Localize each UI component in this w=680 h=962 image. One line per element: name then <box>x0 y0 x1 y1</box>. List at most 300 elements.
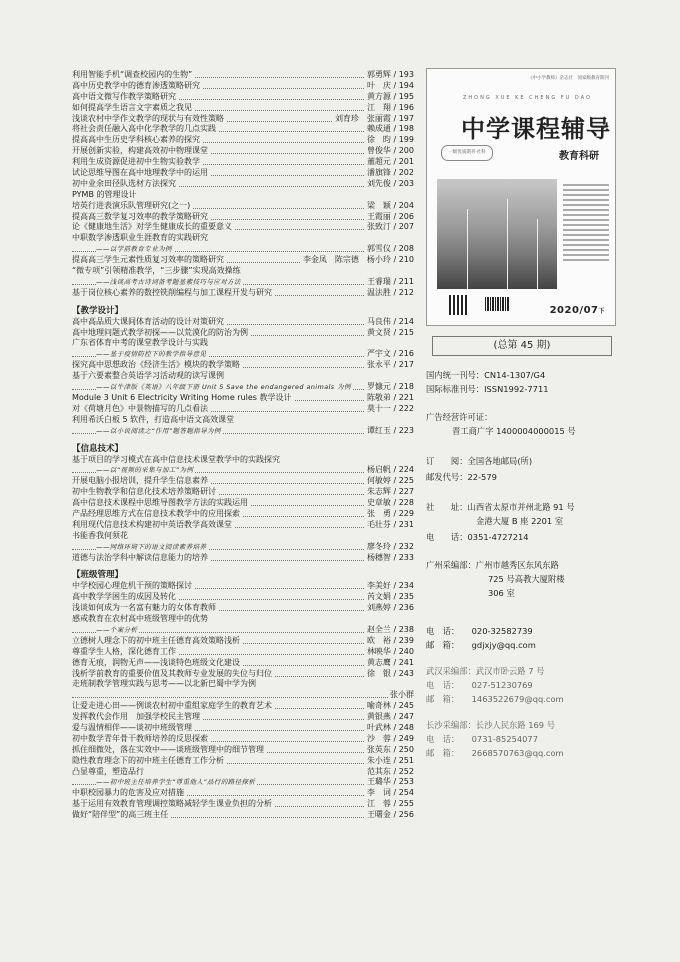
toc-entry-author: 梁 颖 <box>366 200 391 210</box>
journal-cover <box>426 68 616 326</box>
toc-entry-page: 250 <box>398 744 414 754</box>
toc-entry-author: 李美好 <box>366 581 391 591</box>
toc-entry-author-page: 王曙金 / 256 <box>366 810 414 820</box>
toc-entry-author: 江 翔 <box>366 102 391 112</box>
toc-entry-author-page: 王霞丽 / 206 <box>366 211 414 221</box>
toc-entry-title: 道德与法治学科中解读信息能力的培养 <box>72 552 208 562</box>
toc-entry-title: 高中高品质大课间体育活动的设计对策研究 <box>72 316 224 326</box>
toc-entry-author-page: 李美好 / 234 <box>366 581 414 591</box>
toc-entry-author-page: 王璐华 / 253 <box>366 777 414 787</box>
toc-entry <box>72 723 414 734</box>
toc-entry-author-page: 江 翔 / 196 <box>366 102 414 112</box>
toc-entry-author-page: 王睿瑞 / 211 <box>366 276 414 286</box>
toc-entry-page: 233 <box>398 552 414 562</box>
toc-entry-author-page: 毛壮芬 / 231 <box>366 519 414 529</box>
toc-entry-title: 隐性教育理念下的初中班主任德育工作分析 <box>72 755 224 765</box>
toc-entry-author: 曾俊华 <box>366 146 391 156</box>
toc-entry-title: 探究高中思想政治《经济生活》模块的教学策略 <box>72 360 240 370</box>
toc-entry-title: 高中历史教学中的德育渗透策略研究 <box>72 80 200 90</box>
section-heading: 【教学设计】 <box>72 305 124 316</box>
toc-entry <box>72 745 414 756</box>
toc-entry-page: 235 <box>398 592 414 602</box>
toc-entry <box>72 277 414 288</box>
toc-entry-page: 240 <box>398 646 414 656</box>
toc-entry-title: 中职校园暴力的危害及应对措施 <box>72 788 184 798</box>
cover-pinyin: ZHONG XUE KE CHENG FU DAO <box>463 95 592 101</box>
toc-entry <box>72 734 414 745</box>
toc-entry-page: 227 <box>398 487 414 497</box>
cover-date: 2020/07下 <box>549 305 605 316</box>
toc-entry <box>72 244 414 255</box>
toc-entry-author-page: 徐 昀 / 199 <box>366 135 414 145</box>
toc-entry <box>72 636 414 647</box>
toc-entry-title: 初中业余田径队选材方法探究 <box>72 178 176 188</box>
toc-entry-title: 浅析学前教育的重要价值及其教师专业发展的失位与归位 <box>72 668 272 678</box>
toc-entry-author: 张 勇 <box>366 508 391 518</box>
toc-entry-page: 236 <box>398 603 414 613</box>
toc-entry-page: 238 <box>398 624 414 634</box>
toc-entry-page: 210 <box>398 255 414 265</box>
toc-entry-page: 208 <box>398 244 414 254</box>
toc-entry-author: 刘燕婷 <box>366 603 391 613</box>
toc-entry-title: 抓住细微处，落在实效中——谈班级管理中的细节管理 <box>72 744 264 754</box>
toc-entry-title: “微专项”引领精准教学，“三步骤”实现高效操练 <box>72 266 241 276</box>
toc-entry <box>72 476 414 487</box>
toc-entry <box>72 520 414 531</box>
toc-entry <box>72 157 414 168</box>
toc-entry <box>72 625 414 636</box>
toc-entry-author-page: 郭雪仪 / 208 <box>366 244 414 254</box>
toc-entry <box>72 328 414 339</box>
toc-entry <box>72 669 414 680</box>
cover-side-text <box>563 181 609 285</box>
toc-entry-author-page: 叶武林 / 248 <box>366 722 414 732</box>
toc-entry-title: 浅谈农村中学作文教学的现状与有效性策略 <box>72 113 224 123</box>
toc-entry-title: 基于项目的学习模式在高中信息技术课堂教学中的实践探究 <box>72 454 280 464</box>
toc-entry-author: 廖冬玲 <box>366 541 391 551</box>
toc-entry-page: 224 <box>398 465 414 475</box>
toc-entry-author: 徐 银 <box>366 668 391 678</box>
toc-entry-title: 提高高三学生元素性质复习效率的策略研究 <box>72 255 224 265</box>
toc-entry <box>72 531 414 542</box>
toc-entry-page: 232 <box>398 541 414 551</box>
toc-entry <box>72 201 414 212</box>
toc-entry-title: 培英行进表演乐队管理研究(之一) <box>72 200 191 210</box>
toc-entry-author: 郭勇辉 <box>366 70 391 79</box>
toc-entry-author: 郭雪仪 <box>366 244 391 254</box>
toc-entry <box>72 788 414 799</box>
toc-entry-author-page: 严宇文 / 216 <box>366 349 414 359</box>
cover-edition: 教育科研 <box>559 151 599 162</box>
toc-entry-author-page: 杨启帆 / 224 <box>366 465 414 475</box>
toc-entry-page: 229 <box>398 508 414 518</box>
toc-entry-page: 203 <box>398 178 414 188</box>
toc-entry-title: 如何提高学生语言文字素质之我见 <box>72 102 192 112</box>
toc-entry <box>72 690 414 701</box>
toc-entry <box>72 415 414 426</box>
toc-entry-page: 197 <box>398 113 414 123</box>
toc-entry <box>72 404 414 415</box>
toc-entry <box>72 553 414 564</box>
qr-code-icon <box>449 295 469 315</box>
toc-entry-author-page: 张英东 / 250 <box>366 744 414 754</box>
toc-entry-author: 欧 裕 <box>366 635 391 645</box>
toc-entry-title: 初中数学青年骨干教师培养的反思探索 <box>72 733 208 743</box>
toc-entry <box>72 371 414 382</box>
toc-entry-author-page <box>388 690 414 701</box>
toc-entry-author: 李 词 <box>366 788 391 798</box>
toc-entry-title: 基于岗位核心素养的数控铣削编程与加工课程开发与研究 <box>72 287 272 297</box>
toc-entry <box>72 592 414 603</box>
toc-entry-title: 书能香我何须花 <box>72 530 128 540</box>
toc-entry <box>72 777 414 788</box>
cover-wind-turbine-photo <box>437 179 557 289</box>
toc-entry-title: 做好“陪伴型”的高三班主任 <box>72 810 169 820</box>
toc-entry <box>72 266 414 277</box>
toc-entry-page: 245 <box>398 701 414 711</box>
toc-entry-author-page: 林映华 / 240 <box>366 646 414 656</box>
toc-entry-author-page: 赵全兰 / 238 <box>366 624 414 634</box>
toc-entry-title: ——基于疫情防控下的教学指导意见 <box>96 350 207 359</box>
toc-entry-author-page: 梁 颖 / 204 <box>366 200 414 210</box>
toc-entry-author: 喻奇林 <box>366 701 391 711</box>
toc-entry-author: 王睿瑞 <box>366 276 391 286</box>
toc-entry-author: 黄方源 <box>366 91 391 101</box>
toc-entry-author-page: 芮文娟 / 235 <box>366 592 414 602</box>
toc-entry-title: 让爱走进心田——例谈农村初中重组家庭学生的教育艺术 <box>72 701 272 711</box>
toc-entry-author: 朱小连 <box>366 755 391 765</box>
toc-entry-page: 215 <box>398 327 414 337</box>
toc-entry-page: 194 <box>398 80 414 90</box>
toc-entry-author: 莫十一 <box>366 403 391 413</box>
toc-entry-page: 204 <box>398 200 414 210</box>
toc-entry <box>72 756 414 767</box>
toc-entry-title: 产品经理思维方式在信息技术教学中的应用探索 <box>72 508 240 518</box>
issue-number: (总第 45 期) <box>432 336 612 356</box>
journal-info-column <box>426 68 616 760</box>
toc-entry-page: 243 <box>398 668 414 678</box>
toc-entry-author-page: 马良伟 / 214 <box>366 316 414 326</box>
toc-entry-title: 利用生成资源促进初中生物实验教学 <box>72 157 200 167</box>
toc-entry-title: 走班制教学管理实践与思考——以北新巴蜀中学为例 <box>72 679 256 689</box>
toc-entry-author-page: 黄银燕 / 247 <box>366 712 414 722</box>
toc-entry <box>72 212 414 223</box>
toc-entry <box>72 190 414 201</box>
toc-entry-author: 罗慷元 <box>366 382 391 392</box>
toc-entry-author: 黄银燕 <box>366 712 391 722</box>
toc-entry-author: 董超元 <box>366 157 391 167</box>
toc-entry-author: 黄志鹰 <box>366 657 391 667</box>
toc-entry-author-page: 温法胜 / 212 <box>366 287 414 297</box>
toc-entry-author: 范其东 <box>366 766 391 776</box>
toc-entry <box>72 103 414 114</box>
toc-entry <box>72 92 414 103</box>
toc-entry-page: 201 <box>398 157 414 167</box>
toc-entry-author: 何敏婷 <box>366 476 391 486</box>
toc-entry-page: 222 <box>398 403 414 413</box>
toc-entry-page: 252 <box>398 766 414 776</box>
toc-entry-page: 241 <box>398 657 414 667</box>
toc-entry-author-page: 张永平 / 217 <box>366 360 414 370</box>
toc-entry-author-page: 刘先俊 / 203 <box>366 178 414 188</box>
toc-entry-page: 212 <box>398 287 414 297</box>
cover-logo: 中学课程辅导 <box>461 114 611 143</box>
toc-entry <box>72 455 414 466</box>
toc-entry <box>72 509 414 520</box>
toc-entry-title: Module 3 Unit 6 Electricity Writing Home rules 教学设计 <box>72 392 292 402</box>
toc-entry-title: 将社会责任融入高中化学教学的几点实践 <box>72 124 216 134</box>
toc-entry <box>72 179 414 190</box>
toc-entry-author-page: 董超元 / 201 <box>366 157 414 167</box>
toc-entry <box>72 658 414 669</box>
toc-entry-page: 249 <box>398 733 414 743</box>
toc-entry <box>72 393 414 404</box>
toc-entry-author: 江 蓉 <box>366 799 391 809</box>
toc-entry <box>72 317 414 328</box>
toc-entry-page: 221 <box>398 392 414 402</box>
toc-entry-author-page: 郭勇辉 / 193 <box>366 70 414 79</box>
toc-entry <box>72 349 414 360</box>
toc-entry-title: 高中教学学困生的成因及转化 <box>72 592 176 602</box>
toc-entry-author-page: 罗慷元 / 218 <box>366 382 414 392</box>
toc-entry-author-page: 潘旗锋 / 202 <box>366 168 414 178</box>
toc-entry-page: 211 <box>398 276 414 286</box>
toc-entry-author: 赖成通 <box>366 124 391 134</box>
toc-entry <box>72 614 414 625</box>
toc-entry-page: 234 <box>398 581 414 591</box>
toc-entry-author: 叶武林 <box>366 722 391 732</box>
toc-entry-page: 254 <box>398 788 414 798</box>
toc-entry-author: 陈敬弟 <box>366 392 391 402</box>
toc-entry-author: 芮文娟 <box>366 592 391 602</box>
toc-entry-author: 沙 蓉 <box>366 733 391 743</box>
toc-entry-title: 试论思维导图在高中地理教学中的运用 <box>72 168 208 178</box>
toc-entry-author-page: 张 勇 / 229 <box>366 508 414 518</box>
toc-entry-page: 256 <box>398 810 414 820</box>
toc-entry <box>72 233 414 244</box>
toc-entry <box>72 701 414 712</box>
toc-entry-author: 毛壮芬 <box>366 519 391 529</box>
toc-entry-author-page: 欧 裕 / 239 <box>366 635 414 645</box>
toc-entry-title: ——以“视频的采集与加工”为例 <box>96 466 194 475</box>
toc-entry-title: 感戒教育在农村高中班级管理中的优势 <box>72 614 208 624</box>
toc-entry-author-page: 朱志辉 / 227 <box>366 487 414 497</box>
toc-entry-author: 王璐华 <box>366 777 391 787</box>
toc-entry-author: 李金凤 陈宗德 杨小玲 <box>302 255 391 265</box>
toc-entry-title: 对《荷塘月色》中景物描写的几点看法 <box>72 403 208 413</box>
toc-entry-author: 谭红玉 <box>366 425 391 435</box>
toc-entry <box>72 168 414 179</box>
toc-entry <box>72 222 414 233</box>
toc-entry-author-page: 沙 蓉 / 249 <box>366 733 414 743</box>
toc-entry-page: 193 <box>398 70 414 79</box>
toc-entry-author: 马良伟 <box>366 316 391 326</box>
toc-entry-page: 196 <box>398 102 414 112</box>
toc-entry <box>72 255 414 266</box>
toc-entry-title: 开展创新实验，构建高效初中物理课堂 <box>72 146 208 156</box>
toc-entry-author: 徐 昀 <box>366 135 391 145</box>
toc-entry <box>72 647 414 658</box>
toc-entry-title: 高中语文微写作教学策略研究 <box>72 91 176 101</box>
toc-entry <box>72 767 414 778</box>
toc-entry-author-page: 江 蓉 / 255 <box>366 799 414 809</box>
toc-entry-author: 赵全兰 <box>366 624 391 634</box>
toc-entry-author-page: 黄方源 / 195 <box>366 91 414 101</box>
toc-entry-title: 利用智能手机“调查校园内的生物” <box>72 70 193 79</box>
toc-entry <box>72 70 414 81</box>
toc-entry <box>72 114 414 125</box>
toc-entry <box>72 135 414 146</box>
toc-entry-page: 247 <box>398 712 414 722</box>
toc-entry-title: 中学校园心理危机干预的策略探讨 <box>72 581 192 591</box>
toc-entry-author-page: 赖成通 / 198 <box>366 124 414 134</box>
toc-entry-page: 248 <box>398 722 414 732</box>
table-of-contents <box>72 70 414 821</box>
toc-entry-title: 立德树人理念下的初中班主任德育高效策略浅析 <box>72 635 240 645</box>
toc-entry <box>72 426 414 437</box>
toc-entry-author-page: 史章敏 / 228 <box>366 498 414 508</box>
toc-entry-author-page: 曾俊华 / 200 <box>366 146 414 156</box>
toc-entry-title: 尊重学生人格，深化德育工作 <box>72 646 176 656</box>
toc-entry-title: 利用现代信息技术构建初中英语教学高效课堂 <box>72 519 232 529</box>
toc-entry-page: 225 <box>398 476 414 486</box>
toc-entry-author: 王霞丽 <box>366 211 391 221</box>
toc-entry-author: 温法胜 <box>366 287 391 297</box>
toc-entry-page: 218 <box>398 382 414 392</box>
toc-entry-author: 潘旗锋 <box>366 168 391 178</box>
toc-entry-title: 中职数学渗透职业生涯教育的实践研究 <box>72 233 208 243</box>
toc-entry-title: ——以牛津版《英语》八年级下册 Unit 5 Save the endangered animals 为例 <box>96 383 351 392</box>
section-heading: 【信息技术】 <box>72 443 124 454</box>
toc-entry-title: PYMB 的管理设计 <box>72 189 137 199</box>
toc-entry <box>72 679 414 690</box>
toc-entry-author-page: 朱小连 / 251 <box>366 755 414 765</box>
toc-entry-title: ——个案分析 <box>96 625 138 634</box>
toc-entry-author-page: 黄志鹰 / 241 <box>366 657 414 667</box>
toc-entry-author: 张小群 <box>390 690 414 700</box>
barcode-icon <box>485 297 509 311</box>
toc-entry-author: 叶 庆 <box>366 80 391 90</box>
toc-entry-author: 史章敏 <box>366 498 391 508</box>
toc-entry-title: 高中地理问题式教学初探——以荒漠化的防治为例 <box>72 327 248 337</box>
toc-entry-title: 提高高三数学复习效率的教学策略研究 <box>72 211 208 221</box>
toc-entry <box>72 810 414 821</box>
toc-entry-author-page: 范其东 / 252 <box>366 766 414 776</box>
toc-entry <box>72 542 414 553</box>
toc-entry-title: 开展电脑小报培训，提升学生信息素养 <box>72 476 208 486</box>
toc-entry <box>72 603 414 614</box>
toc-entry-author: 黄文贤 <box>366 327 391 337</box>
toc-entry-page: 251 <box>398 755 414 765</box>
toc-entry-author: 刘先俊 <box>366 178 391 188</box>
toc-entry-title: 德育无痕，润物无声——浅谈特色班级文化建设 <box>72 657 240 667</box>
toc-entry-author-page: 何敏婷 / 225 <box>366 476 414 486</box>
toc-entry-page: 202 <box>398 168 414 178</box>
toc-entry-title: 凸显尊重，塑造品行 <box>72 766 144 776</box>
toc-entry <box>72 288 414 299</box>
toc-entry-author-page: 刘燕婷 / 236 <box>366 603 414 613</box>
toc-entry-author: 严宇文 <box>366 349 391 359</box>
toc-entry-page: 216 <box>398 349 414 359</box>
toc-entry-title: 爱与温情相伴——谈初中班级管理 <box>72 722 192 732</box>
toc-entry-page: 206 <box>398 211 414 221</box>
leader-dots <box>72 690 414 698</box>
toc-entry-title: 基于六要素整合英语学习活动观的读写课例 <box>72 371 224 381</box>
toc-entry <box>72 487 414 498</box>
toc-entry-title: ——初中班主任培养学生“尊重他人”品行的路径探析 <box>96 778 256 787</box>
section-heading: 【班级管理】 <box>72 570 124 581</box>
toc-entry <box>72 498 414 509</box>
toc-entry-page: 228 <box>398 498 414 508</box>
toc-entry-title: 基于运用有效教育管理调控策略减轻学生课业负担的分析 <box>72 799 272 809</box>
toc-entry-page: 217 <box>398 360 414 370</box>
toc-entry-author-page: 叶 庆 / 194 <box>366 80 414 90</box>
toc-entry-title: ——浅谈高考古诗词备考题基素技巧与应对方法 <box>96 277 241 286</box>
toc-entry-title: 提高高中生历史学科核心素养的探究 <box>72 135 200 145</box>
toc-entry <box>72 81 414 92</box>
toc-entry-author-page: 刘育珍 张丽霞 / 197 <box>334 113 414 123</box>
publication-info: 国内统一刊号：CN14-1307/G4 国际标准刊号：ISSN1992-7711 广告经营许可证： 晋工商广字 1400004000015 号 订 阅：全国各地邮局(所) 邮发代号：22-579 社 址：山西省太原市并州北路 91 号 金港大厦 B 座 2201 室 电 话：0351-4727214 广州采编部：广州市越秀区东风东路 725 号高教大厦附楼 306 室 电 话： 020-32582739 邮 箱： gdjxjy@qq.com 武汉采编部：武汉市卧云路 7 号 电 话： 027-51230769 邮 箱： 1463522679@qq.com 长沙采编部：长沙人民东路 169 号 电 话： 0731-85254077 邮 箱： 2668570763@qq.com <box>426 370 576 758</box>
toc-entry-title: 论《健康地生活》对学生健康成长的重要意义 <box>72 222 232 232</box>
toc-entry-title: 利用希沃白板 5 软件，打造高中语文高效课堂 <box>72 414 235 424</box>
toc-entry <box>72 146 414 157</box>
toc-entry-page: 239 <box>398 635 414 645</box>
toc-entry-author-page: 李 词 / 254 <box>366 788 414 798</box>
toc-entry-author-page: 喻奇林 / 245 <box>366 701 414 711</box>
toc-entry-page: 231 <box>398 519 414 529</box>
toc-entry <box>72 382 414 393</box>
toc-entry-title: 广东省体育中考的课堂教学设计与实践 <box>72 338 208 348</box>
toc-entry-page: 200 <box>398 146 414 156</box>
toc-entry-title: 发挥教代会作用 加强学校民主管理 <box>72 712 200 722</box>
toc-entry-author-page: 张致汀 / 207 <box>366 222 414 232</box>
toc-entry-page: 214 <box>398 316 414 326</box>
toc-entry <box>72 360 414 371</box>
toc-entry <box>72 799 414 810</box>
toc-entry-author-page: 杨穗智 / 233 <box>366 552 414 562</box>
toc-entry <box>72 581 414 592</box>
toc-entry-author-page: 谭红玉 / 223 <box>366 425 414 435</box>
cover-stamp: 一级优质期刊·社科 <box>441 145 493 161</box>
toc-entry <box>72 465 414 476</box>
toc-entry <box>72 712 414 723</box>
toc-entry-author: 杨穗智 <box>366 552 391 562</box>
toc-entry-author-page: 廖冬玲 / 232 <box>366 541 414 551</box>
toc-entry-page: 198 <box>398 124 414 134</box>
toc-entry <box>72 338 414 349</box>
toc-entry-title: 高中信息技术课程中思维导图教学方法的实践运用 <box>72 498 248 508</box>
toc-entry-author: 王曙金 <box>366 810 391 820</box>
toc-entry-author-page: 李金凤 陈宗德 杨小玲 / 210 <box>302 255 414 265</box>
toc-entry-author: 杨启帆 <box>366 465 391 475</box>
toc-entry-title: 浅谈如何成为一名富有魅力的女体育教师 <box>72 603 216 613</box>
toc-entry-page: 195 <box>398 91 414 101</box>
toc-entry-page: 207 <box>398 222 414 232</box>
toc-entry-author: 张致汀 <box>366 222 391 232</box>
toc-entry-author-page: 陈敬弟 / 221 <box>366 392 414 402</box>
toc-entry-author: 林映华 <box>366 646 391 656</box>
toc-entry-page: 253 <box>398 777 414 787</box>
toc-entry-title: 初中生物教学和信息化技术培养策略研讨 <box>72 487 216 497</box>
cover-topline: 《中小学教师》杂志社 国家级教育期刊 <box>528 76 609 81</box>
toc-entry-author: 张永平 <box>366 360 391 370</box>
toc-entry-title: ——以学前教育专业为例 <box>96 245 172 254</box>
toc-entry-author: 朱志辉 <box>366 487 391 497</box>
toc-entry-title: ——以小说阅读之“作用”题答题指导为例 <box>96 426 221 435</box>
toc-entry <box>72 124 414 135</box>
toc-entry-author-page: 黄文贤 / 215 <box>366 327 414 337</box>
toc-entry-page: 255 <box>398 799 414 809</box>
